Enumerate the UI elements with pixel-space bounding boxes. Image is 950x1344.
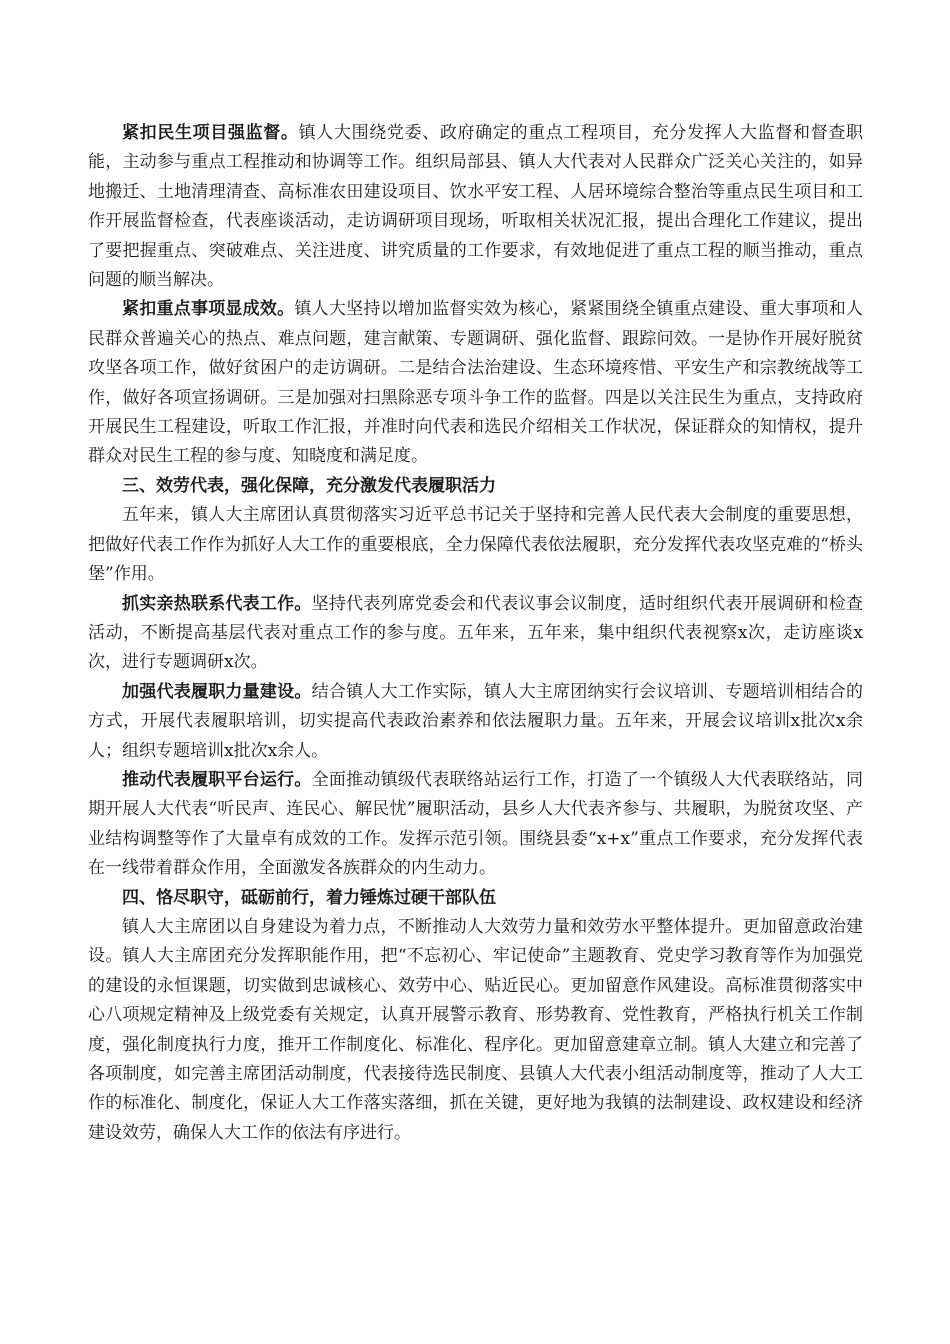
paragraph-self-building	[88, 913, 863, 1148]
paragraph-text: 镇人大主席团以自身建设为着力点，不断推动人大效劳力量和效劳水平整体提升。更加留意政治建设。镇人大主席团充分发挥职能作用，把“不忘初心、牢记使命”主题教育、党史学习教育等作为加强党的建设的永恒课题，切实做到忠诚核心、效劳中心、贴近民心。更加留意作风建设。高标准贯彻落实中心八项规定精神及上级党委有关规定，认真开展警示教育、形势教育、党性教育，严格执行机关工作制度，强化制度执行力度，推开工作制度化、标准化、程序化。更加留意建章立制。镇人大建立和完善了各项制度，如完善主席团活动制度，代表接待选民制度、县镇人大代表小组活动制度等，推动了人大工作的标准化、制度化，保证人大工作落实落细，抓在关键，更好地为我镇的法制建设、政权建设和经济建设效劳，确保人大工作的依法有序进行。	[88, 916, 863, 1143]
section-heading-4: 四、恪尽职守，砥砺前行，着力锤炼过硬干部队伍	[122, 887, 496, 908]
document-body	[88, 119, 863, 1148]
paragraph-lead: 紧扣民生项目强监督。	[122, 123, 299, 143]
paragraph-livelihood-projects	[88, 119, 863, 295]
paragraph-text: 五年来，镇人大主席团认真贯彻落实习近平总书记关于坚持和完善人民代表大会制度的重要思想，把做好代表工作作为抓好人大工作的重要根底，全力保障代表依法履职，充分发挥代表攻坚克难的“桥头堡”作用。	[88, 505, 863, 585]
paragraph-key-matters	[88, 295, 863, 471]
paragraph-lead: 加强代表履职力量建设。	[122, 681, 312, 702]
paragraph-lead: 紧扣重点事项显成效。	[122, 299, 295, 320]
paragraph-text: 坚持代表列席党委会和代表议事会议制度，适时组织代表开展调研和检查活动，不断提高基层代表对重点工作的参与度。五年来，五年来，集中组织代表视察x次，走访座谈x次，进行专题调研x次。	[88, 593, 864, 673]
paragraph-capacity-building	[88, 678, 863, 766]
paragraph-contact-representatives	[88, 590, 863, 678]
paragraph-text: 镇人大围绕党委、政府确定的重点工程项目，充分发挥人大监督和督查职能，主动参与重点工程推动和协调等工作。组织局部县、镇人大代表对人民群众广泛关心关注的，如异地搬迁、土地清理清查、高标准农田建设项目、饮水平安工程、人居环境综合整治等重点民生项目和工作开展监督检查，代表座谈活动，走访调研项目现场，听取相关状况汇报，提出合理化工作建议，提出了要把握重点、突破难点、关注进度、讲究质量的工作要求，有效地促进了重点工程的顺当推动，重点问题的顺当解决。	[88, 123, 864, 291]
paragraph-lead: 推动代表履职平台运行。	[122, 769, 312, 790]
section-heading-3: 三、效劳代表，强化保障，充分激发代表履职活力	[122, 475, 496, 496]
paragraph-platform-operation	[88, 766, 863, 884]
paragraph-text: 全面推动镇级代表联络站运行工作，打造了一个镇级人大代表联络站，同期开展人大代表“听民声、连民心、解民忧”履职活动，县乡人大代表齐参与、共履职，为脱贫攻坚、产业结构调整等作了大量卓有成效的工作。发挥示范引领。围绕县委“x+x”重点工作要求，充分发挥代表在一线带着群众作用，全面激发各族群众的内生动力。	[88, 769, 864, 879]
paragraph-lead: 抓实亲热联系代表工作。	[122, 593, 312, 614]
paragraph-five-years-intro	[88, 501, 863, 589]
paragraph-text: 镇人大坚持以增加监督实效为核心，紧紧围绕全镇重点建设、重大事项和人民群众普遍关心的热点、难点问题，建言献策、专题调研、强化监督、跟踪问效。一是协作开展好脱贫攻坚各项工作，做好贫困户的走访调研。二是结合法治建设、生态环境疼惜、平安生产和宗教统战等工作，做好各项宣扬调研。三是加强对扫黑除恶专项斗争工作的监督。四是以关注民生为重点，支持政府开展民生工程建设，听取工作汇报，并准时向代表和选民介绍相关工作状况，保证群众的知情权，提升群众对民生工程的参与度、知晓度和满足度。	[88, 299, 864, 467]
paragraph-text: 结合镇人大工作实际，镇人大主席团纳实行会议培训、专题培训相结合的方式，开展代表履职培训，切实提高代表政治素养和依法履职力量。五年来，开展会议培训x批次x余人；组织专题培训x批次x余人。	[88, 681, 864, 761]
